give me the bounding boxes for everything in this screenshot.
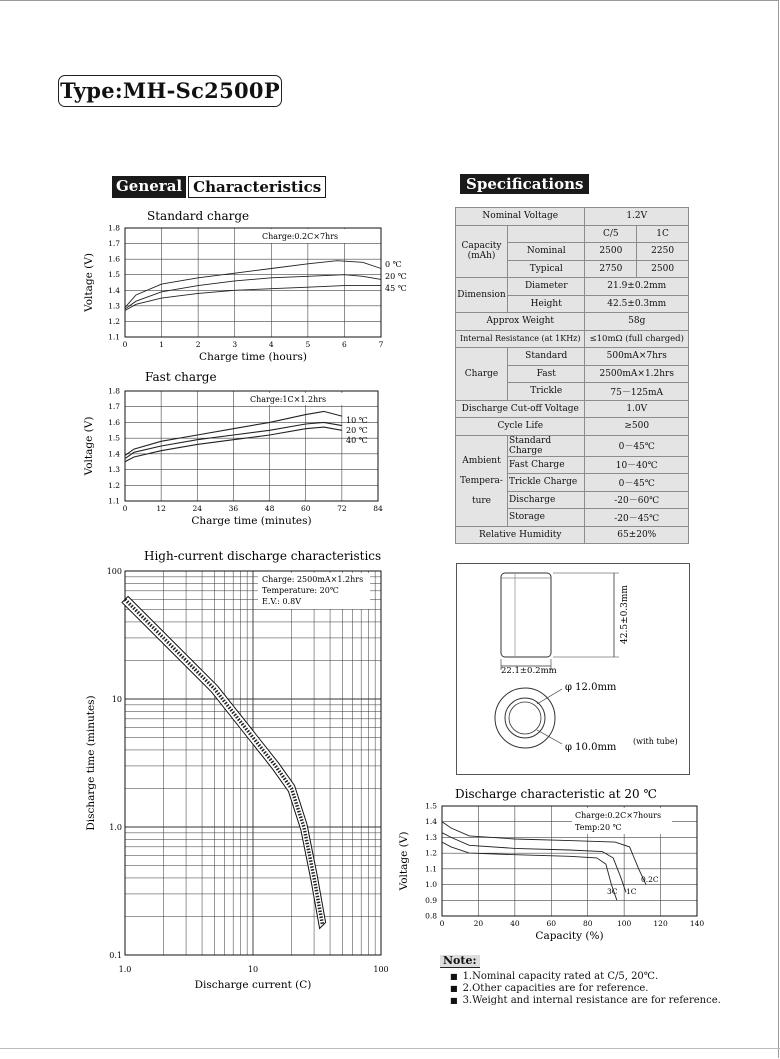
note-item-1: ■ 1.Nominal capacity rated at C/5, 20℃. xyxy=(450,971,721,983)
y-tick-label: 1.4 xyxy=(108,285,120,295)
nominal-voltage-value: 1.2V xyxy=(585,208,689,226)
y-tick-label: 1.5 xyxy=(108,270,120,280)
y-tick-label: 1.4 xyxy=(108,449,120,459)
table-row xyxy=(456,208,689,226)
weight-label: Approx Weight xyxy=(456,313,585,331)
inner-diameter-label: φ 10.0mm xyxy=(565,742,617,753)
type-label: Type:MH-Sc2500P xyxy=(58,75,282,107)
note-item-3: ■ 3.Weight and internal resistance are for reference. xyxy=(450,995,721,1007)
chart-title: Standard charge xyxy=(147,209,250,223)
chart-annotation-2: Temp:20 ℃ xyxy=(575,823,622,832)
y-tick-label: 1.1 xyxy=(425,864,437,874)
tube-note: (with tube) xyxy=(633,737,678,746)
y-axis-label: Voltage (V) xyxy=(398,831,410,891)
ambient-trickle-charge-label: Trickle Charge xyxy=(507,474,584,492)
capacity-col-c5: C/5 xyxy=(585,225,637,243)
x-tick-label: 140 xyxy=(689,919,705,928)
y-tick-label: 0.1 xyxy=(109,951,122,960)
x-tick-label: 10 xyxy=(247,965,259,974)
x-tick-label: 36 xyxy=(228,504,239,513)
chart-annotation-1: Charge:0.2C×7hours xyxy=(575,811,662,820)
table-row xyxy=(456,435,689,456)
table-row xyxy=(456,313,689,331)
inner-diameter-leader xyxy=(537,730,562,744)
capacity-label-line1: Capacity xyxy=(461,241,502,252)
internal-resistance-value: ≤10mΩ (full charged) xyxy=(585,330,689,348)
high-current-discharge-chart xyxy=(80,545,400,995)
cell-inner-circle xyxy=(509,702,541,734)
table-row xyxy=(456,278,689,296)
chart-annotation: Charge:1C×1.2hrs xyxy=(250,395,327,404)
general-characteristics-part2: Characteristics xyxy=(188,176,326,198)
y-tick-label: 1.0 xyxy=(109,823,122,832)
ambient-storage-label: Storage xyxy=(507,509,584,527)
cell-middle-circle xyxy=(505,698,545,738)
general-characteristics-part1: General xyxy=(112,176,186,198)
notes-title: Note: xyxy=(440,955,480,968)
x-tick-label: 7 xyxy=(378,340,384,349)
table-row xyxy=(456,330,689,348)
charge-fast-value: 2500mA×1.2hrs xyxy=(585,365,689,383)
discharge-band-hatch xyxy=(125,599,323,925)
dimension-drawing xyxy=(456,563,690,775)
x-tick-label: 60 xyxy=(300,504,311,513)
cutoff-value: 1.0V xyxy=(585,400,689,418)
ambient-discharge-value: -20－60℃ xyxy=(585,491,689,509)
y-axis-label: Discharge time (minutes) xyxy=(85,695,97,831)
table-row xyxy=(456,348,689,366)
capacity-nominal-label: Nominal xyxy=(507,243,584,261)
chart-annotation: Charge:0.2C×7hrs xyxy=(262,232,339,241)
series-line-3 xyxy=(125,286,381,311)
capacity-nominal-1c: 2250 xyxy=(637,243,689,261)
ambient-fast-charge-label: Fast Charge xyxy=(507,456,584,474)
series-label-1: 0.2C xyxy=(641,875,659,884)
general-characteristics-heading xyxy=(112,176,326,198)
ambient-label xyxy=(456,435,508,526)
cycle-life-label: Cycle Life xyxy=(456,418,585,436)
y-tick-label: 1.0 xyxy=(425,880,437,890)
x-tick-label: 0 xyxy=(122,504,128,513)
y-tick-label: 1.2 xyxy=(108,316,120,326)
capacity-nominal-c5: 2500 xyxy=(585,243,637,261)
plot-frame xyxy=(125,228,381,337)
diameter-label: Diameter xyxy=(507,278,584,296)
chart-title: Fast charge xyxy=(145,370,217,384)
y-tick-label: 1.8 xyxy=(108,223,120,233)
y-tick-label: 100 xyxy=(106,567,122,576)
cycle-life-value: ≥500 xyxy=(585,418,689,436)
discharge-characteristic-chart xyxy=(395,783,715,951)
x-tick-label: 12 xyxy=(156,504,166,513)
y-tick-label: 1.6 xyxy=(108,254,120,264)
humidity-label: Relative Humidity xyxy=(456,526,585,544)
chart-title: Discharge characteristic at 20 ℃ xyxy=(455,787,657,801)
notes xyxy=(440,955,721,1007)
charge-label: Charge xyxy=(456,348,508,401)
ambient-standard-charge-value: 0－45℃ xyxy=(585,435,689,456)
x-tick-label: 20 xyxy=(473,919,484,928)
charge-standard-label: Standard xyxy=(507,348,584,366)
y-tick-label: 1.1 xyxy=(108,332,120,342)
ambient-storage-value: -20－45℃ xyxy=(585,509,689,527)
outer-diameter-leader xyxy=(537,689,562,704)
series-line-1 xyxy=(125,261,381,308)
weight-value: 58g xyxy=(585,313,689,331)
y-tick-label: 1.3 xyxy=(108,301,120,311)
ambient-fast-charge-value: 10－40℃ xyxy=(585,456,689,474)
x-tick-label: 60 xyxy=(546,919,557,928)
capacity-typical-1c: 2500 xyxy=(637,260,689,278)
y-tick-label: 1.6 xyxy=(108,417,120,427)
series-label-3: 45 ℃ xyxy=(385,284,407,293)
table-row xyxy=(456,526,689,544)
note-item-2: ■ 2.Other capacities are for reference. xyxy=(450,983,721,995)
chart-title: High-current discharge characteristics xyxy=(144,549,382,563)
cutoff-label: Discharge Cut-off Voltage xyxy=(456,400,585,418)
y-axis-label: Voltage (V) xyxy=(83,253,95,312)
y-tick-label: 1.3 xyxy=(425,832,437,842)
series-label-1: 10 ℃ xyxy=(346,416,368,425)
outer-diameter-label: φ 12.0mm xyxy=(565,682,617,693)
x-tick-label: 24 xyxy=(192,504,203,513)
x-axis-label: Discharge current (C) xyxy=(194,979,312,991)
width-label: 22.1±0.2mm xyxy=(501,666,557,676)
charge-standard-value: 500mA×7hrs xyxy=(585,348,689,366)
dimension-label: Dimension xyxy=(456,278,508,313)
x-tick-label: 100 xyxy=(373,965,389,974)
humidity-value: 65±20% xyxy=(585,526,689,544)
chart-annotation-3: E.V.: 0.8V xyxy=(262,597,302,606)
y-tick-label: 1.5 xyxy=(425,801,437,811)
series-line-2 xyxy=(125,275,381,309)
chart-annotation-1: Charge: 2500mA×1.2hrs xyxy=(262,575,364,584)
x-tick-label: 6 xyxy=(342,340,347,349)
fast-charge-chart xyxy=(80,366,400,532)
series-label-3: 40 ℃ xyxy=(346,436,368,445)
x-tick-label: 84 xyxy=(373,504,383,513)
y-axis-label: Voltage (V) xyxy=(83,416,95,476)
cell-outer-circle xyxy=(495,688,555,748)
x-tick-label: 80 xyxy=(582,919,593,928)
series-label-1: 0 ℃ xyxy=(385,260,402,269)
x-tick-label: 1.0 xyxy=(118,965,132,974)
specifications-table xyxy=(455,207,689,544)
x-axis-label: Charge time (minutes) xyxy=(191,515,312,527)
y-tick-label: 1.1 xyxy=(108,496,120,506)
x-tick-label: 100 xyxy=(616,919,632,928)
page-bottom-rule xyxy=(0,1048,780,1049)
ambient-label-line3: ture xyxy=(471,495,492,506)
ambient-label-line1: Ambient xyxy=(462,455,501,466)
nominal-voltage-label: Nominal Voltage xyxy=(456,208,585,226)
chart-annotation-2: Temperature: 20℃ xyxy=(262,586,339,595)
charge-trickle-value: 75－125mA xyxy=(585,383,689,401)
standard-charge-chart xyxy=(80,205,407,365)
height-label: 42.5±0.3mm xyxy=(620,585,630,644)
x-tick-label: 120 xyxy=(653,919,668,928)
diameter-value: 21.9±0.2mm xyxy=(585,278,689,296)
table-row xyxy=(456,400,689,418)
series-label-2: 20 ℃ xyxy=(385,272,407,281)
series-label-3: 3C xyxy=(607,887,618,896)
discharge-band xyxy=(122,596,326,928)
capacity-empty-cell xyxy=(507,225,584,243)
cell-body xyxy=(501,573,551,657)
internal-resistance-label: Internal Resistance (at 1KHz) xyxy=(456,330,585,348)
x-tick-label: 5 xyxy=(305,340,311,349)
x-tick-label: 48 xyxy=(264,504,275,513)
dimension-drawing-svg xyxy=(457,564,689,774)
table-row xyxy=(456,225,689,243)
y-tick-label: 0.9 xyxy=(425,895,437,905)
x-axis-label: Capacity (%) xyxy=(535,930,604,942)
x-tick-label: 4 xyxy=(268,340,274,349)
series-label-2: 20 ℃ xyxy=(346,426,368,435)
x-tick-label: 0 xyxy=(439,919,445,928)
y-tick-label: 1.2 xyxy=(425,848,437,858)
height-value: 42.5±0.3mm xyxy=(585,295,689,313)
ambient-standard-charge-label: Standard Charge xyxy=(507,435,584,456)
y-tick-label: 1.8 xyxy=(108,386,120,396)
x-tick-label: 0 xyxy=(122,340,128,349)
y-tick-label: 1.4 xyxy=(425,817,437,827)
charge-trickle-label: Trickle xyxy=(507,383,584,401)
capacity-label-line2: (mAh) xyxy=(467,251,496,262)
x-tick-label: 40 xyxy=(510,919,520,928)
y-tick-label: 1.7 xyxy=(108,239,120,249)
y-tick-label: 1.3 xyxy=(108,465,120,475)
y-tick-label: 1.7 xyxy=(108,402,120,412)
specifications-heading: Specifications xyxy=(460,174,589,194)
x-tick-label: 1 xyxy=(159,340,164,349)
x-axis-label: Charge time (hours) xyxy=(199,351,307,363)
x-tick-label: 2 xyxy=(195,340,201,349)
ambient-label-line2: Tempera- xyxy=(460,475,503,486)
y-tick-label: 0.8 xyxy=(425,911,437,921)
table-row xyxy=(456,418,689,436)
ambient-discharge-label: Discharge xyxy=(507,491,584,509)
series-label-2: 1C xyxy=(626,887,637,896)
capacity-col-1c: 1C xyxy=(637,225,689,243)
y-tick-label: 1.2 xyxy=(108,480,120,490)
x-tick-label: 72 xyxy=(337,504,347,513)
height-label: Height xyxy=(507,295,584,313)
capacity-label xyxy=(456,225,508,278)
x-tick-label: 3 xyxy=(232,340,238,349)
ambient-trickle-charge-value: 0－45℃ xyxy=(585,474,689,492)
y-tick-label: 1.5 xyxy=(108,433,120,443)
y-tick-label: 10 xyxy=(111,695,122,704)
charge-fast-label: Fast xyxy=(507,365,584,383)
capacity-typical-c5: 2750 xyxy=(585,260,637,278)
capacity-typical-label: Typical xyxy=(507,260,584,278)
